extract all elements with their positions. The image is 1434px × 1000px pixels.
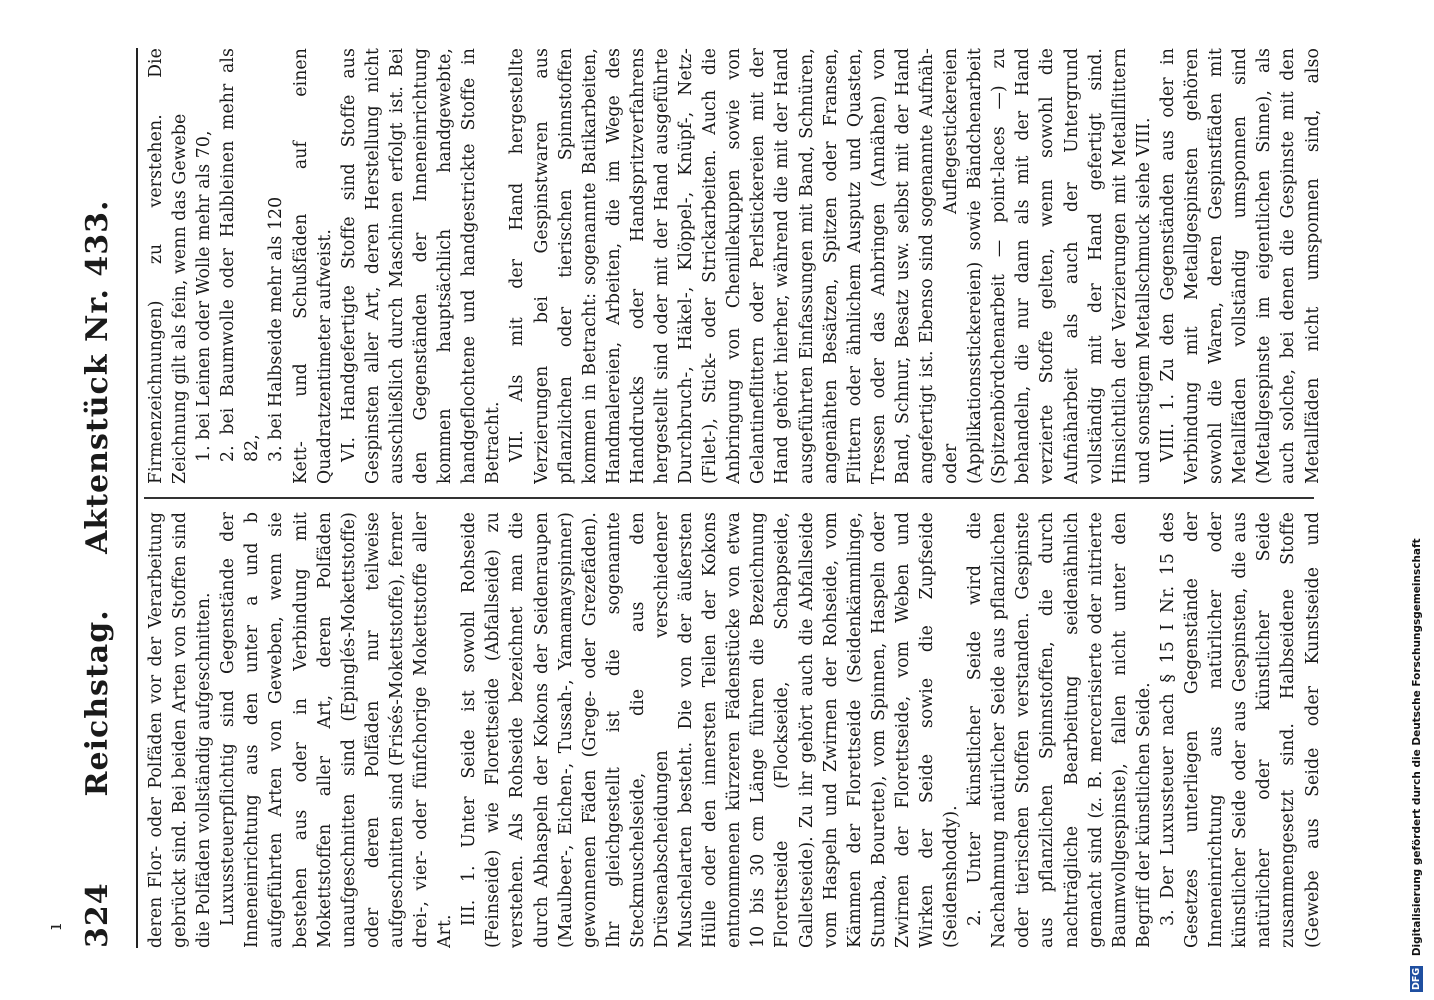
dfg-logo: DFG	[1411, 967, 1422, 990]
header-source: Reichstag.	[80, 609, 115, 797]
paragraph: 2. Unter künstlicher Seide wird die Nachahmung natürlicher Seide aus pflanzlichen oder tierischen Stoffen verstanden. Gespinste aus pflanzlichen Spinnstoffen, die durch nachträgliche Bearbeitung seidenähnlich gemacht sind (z. B. mercerisierte oder nitrierte Baumwollgespinste), fallen nicht unter den Begriff der künstlichen Seide.	[965, 512, 1154, 948]
paragraph: VII. Als mit der Hand hergestellte Verzierungen bei Gespinstwaren aus pflanzlichen oder tierischen Spinnstoffen kommen in Betracht: sogenannte Batikarbeiten, Handmalereien, Arbeiten, die im Wege des Handdrucks oder Handspritzverfahrens hergestellt sind oder mit der Hand ausgeführte Durchbruch-, Häkel-, Klöppel-, Knüpf-, Netz- (Filet-), Stick- oder Strickarbeiten. Auch die Anbringung von Chenillekuppen sowie von Gelantineflittern oder Perlstickereien mit der Hand gehört hierher, während die mit der Hand ausgeführten Einfassungen mit Band, Schnüren, angenähten Besätzen, Spitzen oder Fransen, Flittern oder ähnlichem Ausputz und Quasten, Tressen oder das Anbringen (Annähen) von Band, Schnur, Besatz usw. selbst mit der Hand angefertigt ist. Ebenso sind sogenannte Aufnäh- oder Auflegestickereien (Applikationsstickereien) sowie Bändchenarbeit (Spitzenbördchenarbeit — point-laces —) zu behandeln, die nur dann als mit der Hand verzierte Stoffe gelten, wenn sowohl die Aufnäharbeit als auch der Untergrund vollständig mit der Hand gefertigt sind. Hinsichtlich der Verzierungen mit Metallflittern und sonstigem Metallschmuck siehe VIII.	[507, 48, 1154, 484]
thread-count-list	[192, 48, 288, 484]
paragraph: III. 1. Unter Seide ist sowohl Rohseide (Feinseide) wie Florettseide (Abfallseide) zu verstehen. Als Rohseide bezeichnet man die durch Abhaspeln der Kokons der Seidenraupen (Maulbeer-, Eichen-, Tussah-, Yamamayspinner) gewonnenen Fäden (Grege- oder Grezefäden). Ihr gleichgestellt ist die sogenannte Steckmuschelseide, die aus den Drüsenabscheidungen verschiedener Muschelarten besteht. Die von der äußersten Hülle oder den innersten Teilen der Kokons entnommenen kürzeren Fädenstücke von etwa 10 bis 30 cm Länge führen die Bezeichnung Florettseide (Flockseide, Schappseide, Galletseide). Zu ihr gehört auch die Abfallseide vom Haspeln und Zwirnen der Rohseide, vom Kämmen der Florettseide (Seidenkämmlinge, Stumba, Bourette), vom Spinnen, Haspeln oder Zwirnen der Florettseide, vom Weben und Wirken der Seide sowie die Zupfseide (Seidenshoddy).	[459, 512, 962, 948]
header-titles	[80, 178, 115, 819]
list-item: 2. bei Baumwolle oder Halbleinen mehr als 82,	[218, 48, 263, 462]
paragraph: Firmenzeichnungen) zu verstehen. Die Zeichnung gilt als fein, wenn das Gewebe	[146, 48, 191, 484]
corner-mark: ı	[42, 923, 66, 930]
page-number: 324	[80, 882, 115, 948]
paragraph: VIII. 1. Zu den Gegenständen aus oder in Verbindung mit Metallgespinsten gehören sowohl die Waren, deren Gespinstfäden mit Metallfäden vollständig umsponnen sind (Metallgespinste im eigentlichen Sinne), als auch solche, bei denen die Gespinste mit den Metallfäden nicht umsponnen sind, also	[1157, 48, 1323, 484]
left-column	[144, 512, 1324, 948]
header-rule	[136, 48, 138, 948]
paragraph: deren Flor- oder Polfäden vor der Verarbeitung gebrückt sind. Bei beiden Arten von Stoffen sind die Polfäden vollständig aufgeschnitten.	[146, 512, 215, 948]
digitization-note: Digitalisierung gefördert durch die Deutsche Forschungsgemeinschaft	[1411, 538, 1423, 957]
column-divider	[144, 498, 1314, 500]
list-item: 1. bei Leinen oder Wolle mehr als 70,	[194, 130, 215, 462]
right-column	[144, 48, 1324, 484]
list-item: 3. bei Halbseide mehr als 120	[266, 196, 287, 462]
paragraph: Luxussteuerpflichtig sind Gegenstände der Inneneinrichtung aus den unter a und b aufgeführten Arten von Geweben, wenn sie bestehen aus oder in Verbindung mit Mokettstoffen aller Art, deren Polfäden unaufgeschnitten sind (Epinglés-Mokettstoffe) oder deren Polfäden nur teilweise aufgeschnitten sind (Frisés-Mokettstoffe), ferner drei-, vier- oder fünfchorige Mokettstoffe aller Art.	[218, 512, 456, 948]
digitization-stamp	[1410, 8, 1430, 992]
running-header	[80, 48, 126, 948]
paragraph: VI. Handgefertigte Stoffe sind Stoffe aus Gespinsten aller Art, deren Herstellung nicht ausschließlich durch Maschinen erfolgt ist. Bei den Gegenständen der Inneneinrichtung kommen hauptsächlich handgewebte, handgeflochtene und handgestrickte Stoffe in Betracht.	[338, 48, 504, 484]
paragraph: Kett- und Schußfäden auf einen Quadratzentimeter aufweist.	[290, 48, 335, 484]
header-document: Aktenstück Nr. 433.	[80, 199, 115, 554]
page-content	[40, 48, 1360, 948]
paragraph: 3. Der Luxussteuer nach § 15 I Nr. 15 des Gesetzes unterliegen Gegenstände der Inneneinrichtung aus natürlicher oder künstlicher Seide oder aus Gespinsten, die aus natürlicher oder künstlicher Seide zusammengesetzt sind. Halbseidene Stoffe (Gewebe aus Seide oder Kunstseide und	[1157, 512, 1323, 948]
